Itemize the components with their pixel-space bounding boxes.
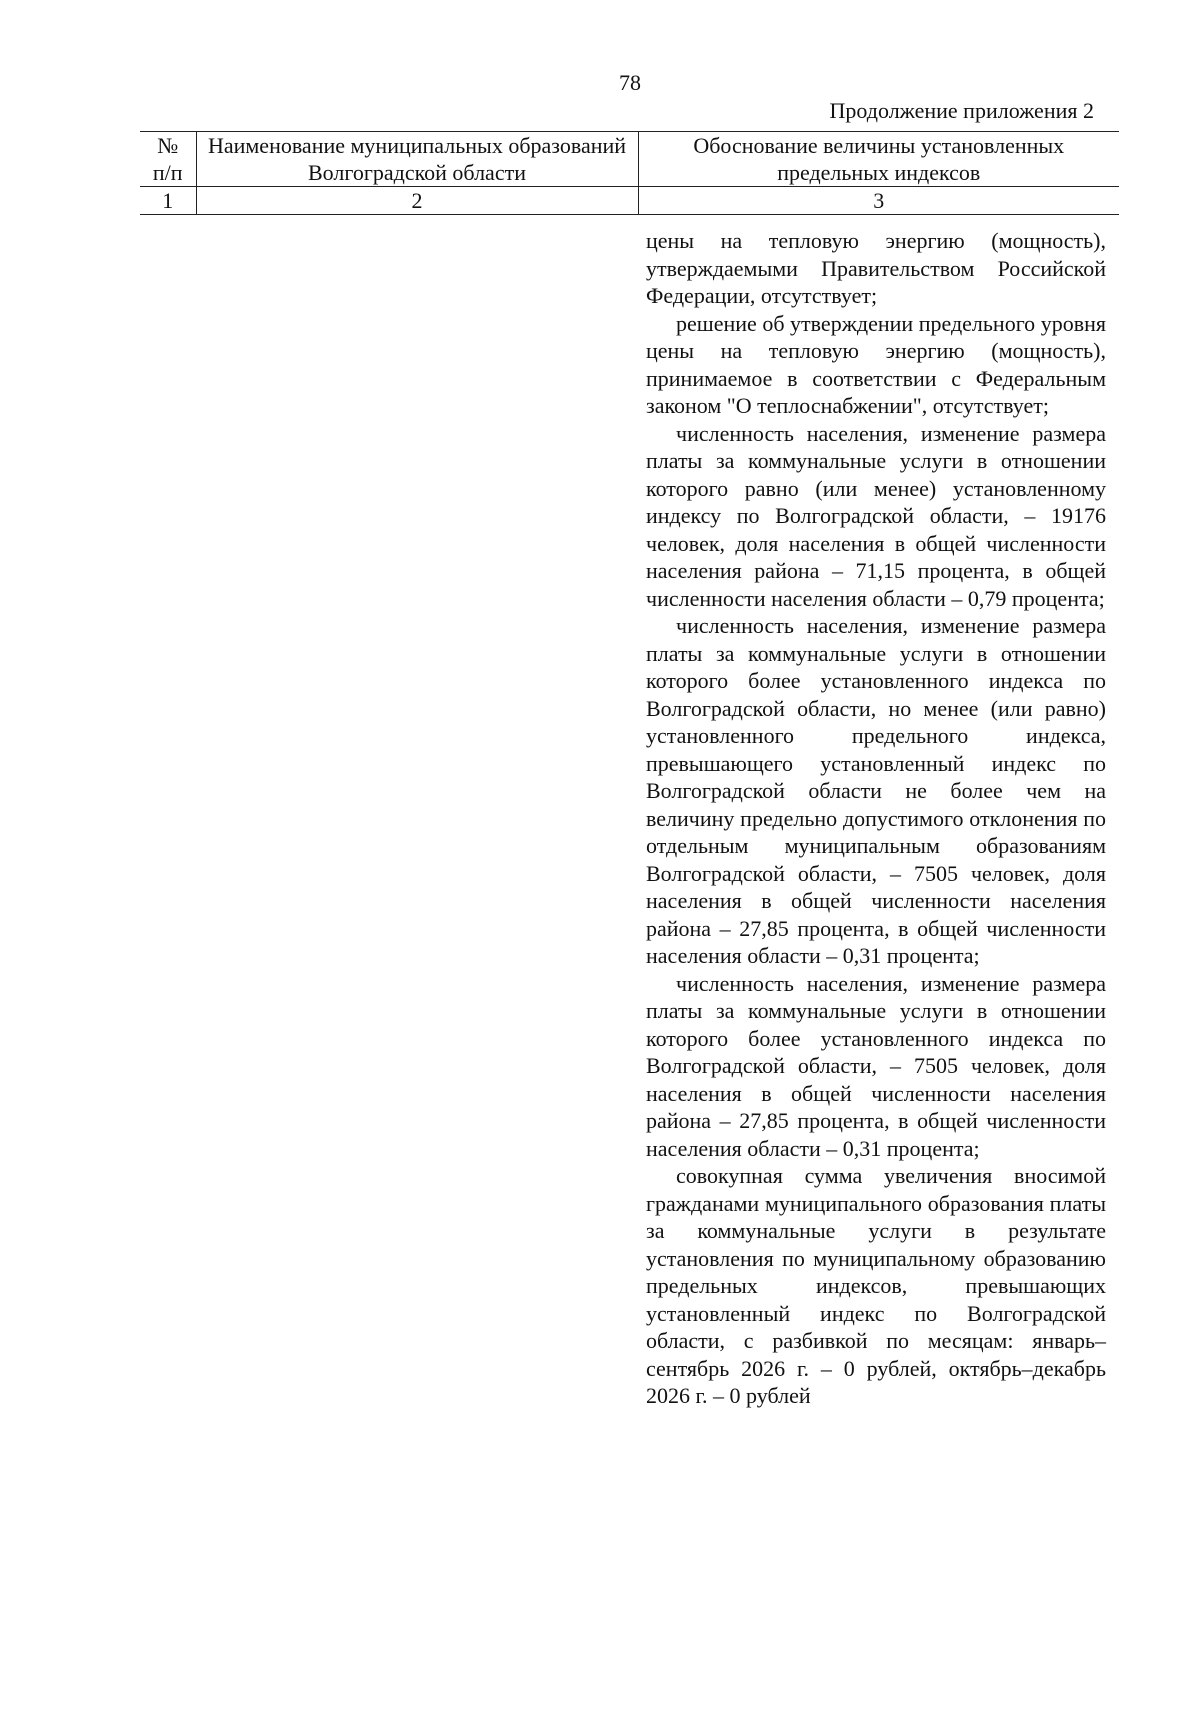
column-number-row (140, 187, 1119, 215)
header-row (140, 132, 1119, 187)
header-col-municipality: Наименование муниципальных образований Волгоградской области (196, 132, 638, 187)
header-table (140, 131, 1119, 215)
paragraph: численность населения, изменение размера платы за коммунальные услуги в отношении которого более установленного индекса по Волгоградской области, но менее (или равно) установленного предельного индекса, превышающего установленный индекс по Волгоградской области не более чем на величину предельно допустимого отклонения по отдельным муниципальным образованиям Волгоградской области, – 7505 человек, доля населения в общей численности населения района – 27,85 процента, в общей численности населения области – 0,31 процента; (646, 613, 1106, 968)
paragraph: цены на тепловую энергию (мощность), утверждаемыми Правительством Российской Федерации, отсутствует; (646, 228, 1106, 308)
header-col-justification: Обоснование величины установленных предельных индексов (638, 132, 1119, 187)
column-number-3: 3 (638, 187, 1119, 215)
paragraph: решение об утверждении предельного уровня цены на тепловую энергию (мощность), принимаемое в соответствии с Федеральным законом "О теплоснабжении", отсутствует; (646, 310, 1106, 418)
paragraph: численность населения, изменение размера платы за коммунальные услуги в отношении которого более установленного индекса по Волгоградской области, – 7505 человек, доля населения в общей численности населения района – 27,85 процента, в общей численности населения области – 0,31 процента; (646, 970, 1106, 1161)
paragraph: численность населения, изменение размера платы за коммунальные услуги в отношении которого равно (или менее) установленному индексу по Волгоградской области, – 19176 человек, доля населения в общей численности населения района – 71,15 процента, в общей численности населения области – 0,79 процента; (646, 420, 1106, 611)
page-number: 78 (619, 70, 641, 95)
justification-text (646, 227, 1106, 1410)
paragraph: совокупная сумма увеличения вносимой гражданами муниципального образования платы за коммунальные услуги в результате установления по муниципальному образованию предельных индексов, превышающих установленный индекс по Волгоградской области, с разбивкой по месяцам: январь–сентябрь 2026 г. – 0 рублей, октябрь–декабрь 2026 г. – 0 рублей (646, 1163, 1106, 1408)
column-number-2: 2 (196, 187, 638, 215)
header-col-number: № п/п (140, 132, 196, 187)
column-number-1: 1 (140, 187, 196, 215)
continuation-label: Продолжение приложения 2 (829, 98, 1094, 123)
